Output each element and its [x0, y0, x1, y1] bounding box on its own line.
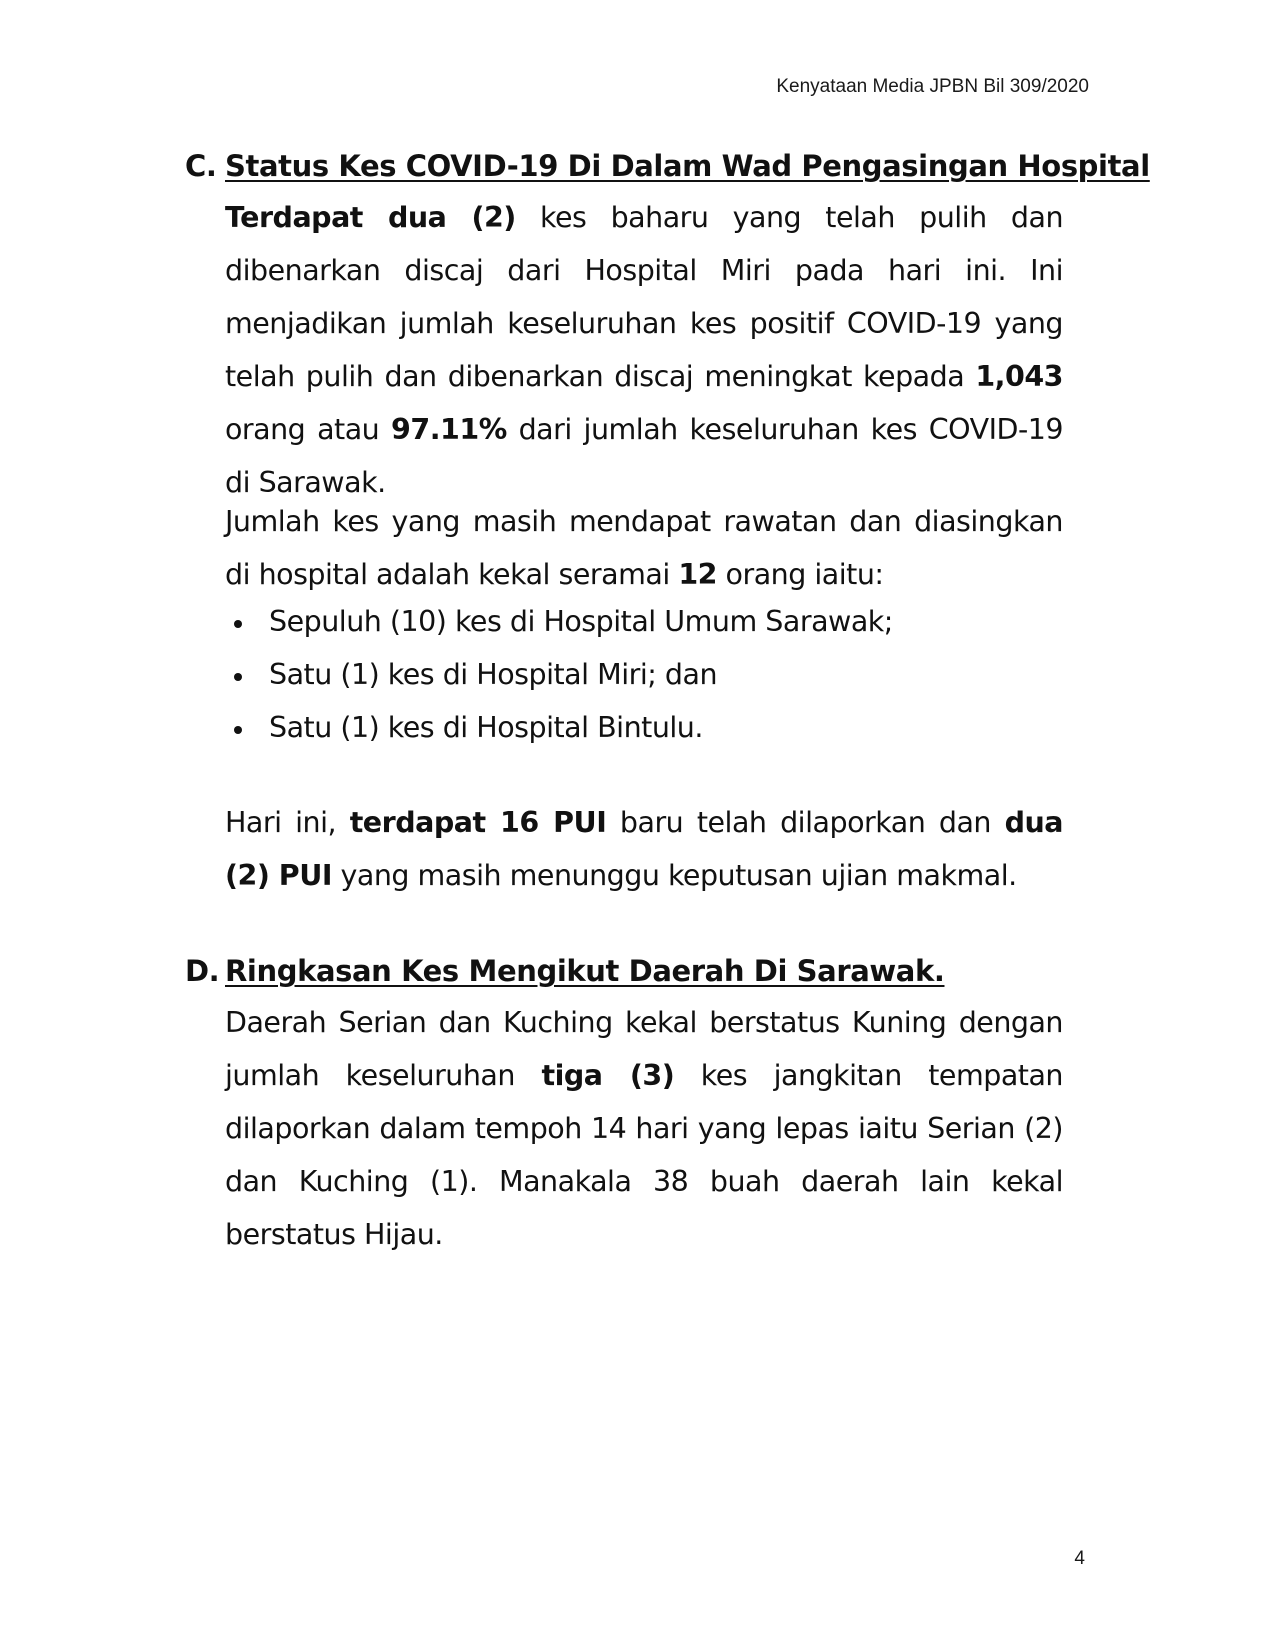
section-d-letter: D. — [185, 954, 220, 988]
recovered-new-cases: Terdapat dua (2) — [225, 201, 516, 234]
hospital-case-list — [225, 595, 1063, 754]
local-cases-count: tiga (3) — [541, 1059, 675, 1092]
section-d-title: Ringkasan Kes Mengikut Daerah Di Sarawak. — [225, 954, 945, 988]
list-item: Satu (1) kes di Hospital Bintulu. — [225, 701, 1063, 754]
section-d-heading — [185, 954, 945, 988]
new-pui-count: terdapat 16 PUI — [349, 806, 607, 839]
section-c-paragraph-hospitalised: Jumlah kes yang masih mendapat rawatan dan diasingkan di hospital adalah kekal seramai 12 orang iaitu: — [225, 505, 1063, 591]
pending-pui-count: dua (2) PUI — [225, 806, 1064, 892]
section-c-heading — [185, 149, 1150, 183]
hospitalised-count: 12 — [678, 558, 717, 591]
section-c-title: Status Kes COVID-19 Di Dalam Wad Pengasingan Hospital — [225, 149, 1150, 183]
list-item: Sepuluh (10) kes di Hospital Umum Sarawak; — [225, 595, 1063, 648]
document-reference-header: Kenyataan Media JPBN Bil 309/2020 — [776, 76, 1089, 97]
recovery-percentage: 97.11% — [391, 413, 507, 446]
list-item: Satu (1) kes di Hospital Miri; dan — [225, 648, 1063, 701]
total-recovered-count: 1,043 — [975, 360, 1063, 393]
section-c-paragraph-pui: Hari ini, terdapat 16 PUI baru telah dilaporkan dan dua (2) PUI yang masih menunggu keputusan ujian makmal. — [225, 806, 1064, 892]
page-number: 4 — [1074, 1548, 1085, 1569]
section-c-paragraph-recoveries: Terdapat dua (2) kes baharu yang telah pulih dan dibenarkan discaj dari Hospital Miri pada hari ini. Ini menjadikan jumlah keseluruhan kes positif COVID-19 yang telah pulih dan dibenarkan discaj meningkat kepada 1,043 orang atau 97.11% dari jumlah keseluruhan kes COVID-19 di Sarawak. — [225, 201, 1064, 499]
section-d-paragraph-districts: Daerah Serian dan Kuching kekal berstatus Kuning dengan jumlah keseluruhan tiga (3) kes jangkitan tempatan dilaporkan dalam tempoh 14 hari yang lepas iaitu Serian (2) dan Kuching (1). Manakala 38 buah daerah lain kekal berstatus Hijau. — [225, 1006, 1063, 1251]
section-c-letter: C. — [185, 149, 217, 183]
